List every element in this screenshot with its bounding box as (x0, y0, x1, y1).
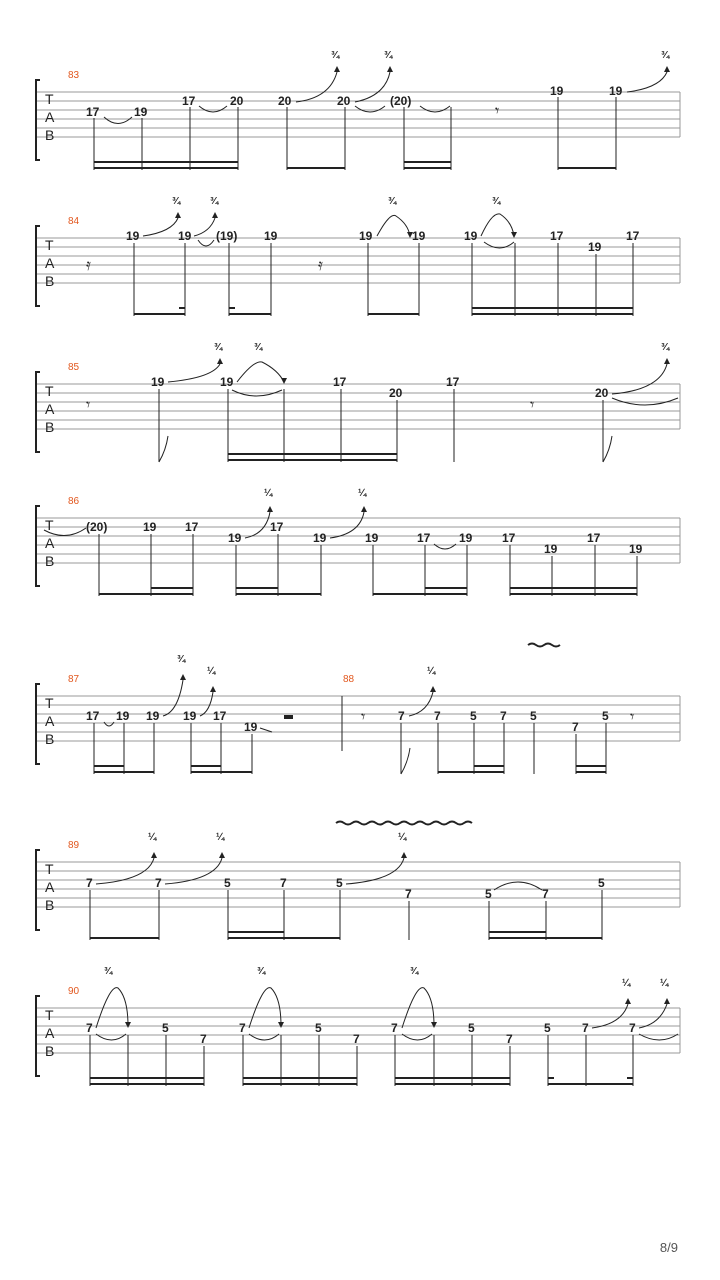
fret-note: 17 (550, 229, 564, 243)
fret-note: 5 (224, 876, 231, 890)
tab-clef-b: B (45, 553, 55, 569)
fret-note: 17 (213, 709, 227, 723)
fret-note: 7 (86, 876, 93, 890)
measure-number: 83 (68, 70, 80, 81)
bend-amount: ¾ (104, 966, 113, 977)
fret-note: 19 (264, 229, 278, 243)
rest-symbol: 𝄾 (495, 103, 500, 120)
fret-note: (20) (86, 520, 108, 534)
rest-symbol: 𝄾 (630, 709, 635, 726)
tab-clef-t: T (45, 383, 54, 399)
fret-note: 19 (126, 229, 140, 243)
bend-amount: ¾ (661, 50, 670, 61)
fret-note: 5 (598, 876, 605, 890)
rest-symbol: 𝄾 (530, 397, 535, 414)
fret-note: 17 (446, 375, 460, 389)
fret-note: 7 (434, 709, 441, 723)
fret-note: 17 (502, 531, 516, 545)
fret-note: 19 (228, 531, 242, 545)
fret-note: (19) (216, 229, 238, 243)
bend-amount: ¾ (254, 342, 263, 353)
tab-clef-t: T (45, 1007, 54, 1023)
bend-amount: ¾ (388, 196, 397, 207)
fret-note: 17 (333, 375, 347, 389)
fret-note: 7 (582, 1021, 589, 1035)
tab-clef-t: T (45, 517, 54, 533)
fret-note: 19 (365, 531, 379, 545)
fret-note: 5 (485, 887, 492, 901)
bend-amount: ¾ (210, 196, 219, 207)
fret-note: 20 (595, 386, 609, 400)
bend-amount: ¼ (660, 978, 669, 989)
fret-note: 17 (185, 520, 199, 534)
fret-note: 19 (359, 229, 373, 243)
rest-symbol: 𝄿 (86, 257, 91, 274)
fret-note: 7 (155, 876, 162, 890)
measure-number: 84 (68, 216, 80, 227)
tab-clef-b: B (45, 1043, 55, 1059)
fret-note: 19 (220, 375, 234, 389)
tab-clef-b: B (45, 273, 55, 289)
page-number: 8/9 (659, 1240, 678, 1255)
fret-note: 19 (116, 709, 130, 723)
fret-note: 5 (336, 876, 343, 890)
fret-note: 7 (86, 1021, 93, 1035)
fret-note: 20 (337, 94, 351, 108)
bend-amount: ¾ (492, 196, 501, 207)
fret-note: (20) (390, 94, 412, 108)
tab-clef-a: A (45, 879, 55, 895)
fret-note: 20 (230, 94, 244, 108)
fret-note: 7 (200, 1032, 207, 1046)
fret-note: 20 (389, 386, 403, 400)
fret-note: 7 (391, 1021, 398, 1035)
fret-note: 17 (86, 105, 100, 119)
fret-note: 17 (587, 531, 601, 545)
fret-note: 7 (398, 709, 405, 723)
tab-clef-t: T (45, 861, 54, 877)
fret-note: 19 (244, 720, 258, 734)
fret-note: 17 (417, 531, 431, 545)
fret-note: 7 (542, 887, 549, 901)
bend-amount: ¾ (410, 966, 419, 977)
fret-note: 7 (629, 1021, 636, 1035)
fret-note: 5 (530, 709, 537, 723)
fret-note: 19 (134, 105, 148, 119)
bend-amount: ¼ (216, 832, 225, 843)
fret-note: 5 (470, 709, 477, 723)
fret-note: 17 (86, 709, 100, 723)
measure-number: 90 (68, 986, 80, 997)
fret-note: 5 (544, 1021, 551, 1035)
fret-note: 5 (315, 1021, 322, 1035)
fret-note: 19 (459, 531, 473, 545)
measure-number: 89 (68, 840, 80, 851)
fret-note: 5 (602, 709, 609, 723)
fret-note: 19 (609, 84, 623, 98)
bend-amount: ¾ (172, 196, 181, 207)
fret-note: 7 (280, 876, 287, 890)
fret-note: 7 (353, 1032, 360, 1046)
tab-clef-a: A (45, 535, 55, 551)
fret-note: 19 (550, 84, 564, 98)
measure-number: 87 (68, 674, 80, 685)
tab-clef-b: B (45, 731, 55, 747)
tab-clef-t: T (45, 695, 54, 711)
fret-note: 20 (278, 94, 292, 108)
bend-amount: ¼ (207, 666, 216, 677)
measure-number: 88 (343, 674, 355, 685)
fret-note: 19 (143, 520, 157, 534)
fret-note: 19 (183, 709, 197, 723)
tab-clef-b: B (45, 419, 55, 435)
bend-amount: ¾ (214, 342, 223, 353)
fret-note: 19 (588, 240, 602, 254)
rest-symbol: 𝄾 (86, 397, 91, 414)
fret-note: 17 (626, 229, 640, 243)
rest-symbol: 𝄾 (361, 709, 366, 726)
fret-note: 17 (182, 94, 196, 108)
bend-amount: ¾ (331, 50, 340, 61)
fret-note: 7 (500, 709, 507, 723)
tab-clef-t: T (45, 91, 54, 107)
bend-amount: ¼ (264, 488, 273, 499)
tab-clef-a: A (45, 255, 55, 271)
fret-note: 19 (544, 542, 558, 556)
fret-note: 19 (178, 229, 192, 243)
bend-amount: ¾ (661, 342, 670, 353)
tab-clef-a: A (45, 713, 55, 729)
fret-note: 5 (162, 1021, 169, 1035)
fret-note: 19 (313, 531, 327, 545)
fret-note: 5 (468, 1021, 475, 1035)
tab-clef-b: B (45, 897, 55, 913)
fret-note: 19 (464, 229, 478, 243)
fret-note: 19 (151, 375, 165, 389)
bend-amount: ¼ (358, 488, 367, 499)
bend-amount: ¾ (257, 966, 266, 977)
fret-note: 19 (412, 229, 426, 243)
bend-amount: ¾ (177, 654, 186, 665)
measure-number: 85 (68, 362, 80, 373)
fret-note: 7 (239, 1021, 246, 1035)
measure-number: 86 (68, 496, 80, 507)
fret-note: 19 (629, 542, 643, 556)
tab-clef-b: B (45, 127, 55, 143)
bend-amount: ¾ (384, 50, 393, 61)
tab-clef-a: A (45, 109, 55, 125)
fret-note: 7 (506, 1032, 513, 1046)
fret-note: 7 (405, 887, 412, 901)
fret-note: 7 (572, 720, 579, 734)
fret-note: 19 (146, 709, 160, 723)
fret-note: 17 (270, 520, 284, 534)
bend-amount: ¼ (622, 978, 631, 989)
bend-amount: ¼ (398, 832, 407, 843)
tab-clef-t: T (45, 237, 54, 253)
tab-clef-a: A (45, 1025, 55, 1041)
bend-amount: ¼ (148, 832, 157, 843)
rest-symbol: 𝄿 (318, 257, 323, 274)
tab-clef-a: A (45, 401, 55, 417)
bend-amount: ¼ (427, 666, 436, 677)
